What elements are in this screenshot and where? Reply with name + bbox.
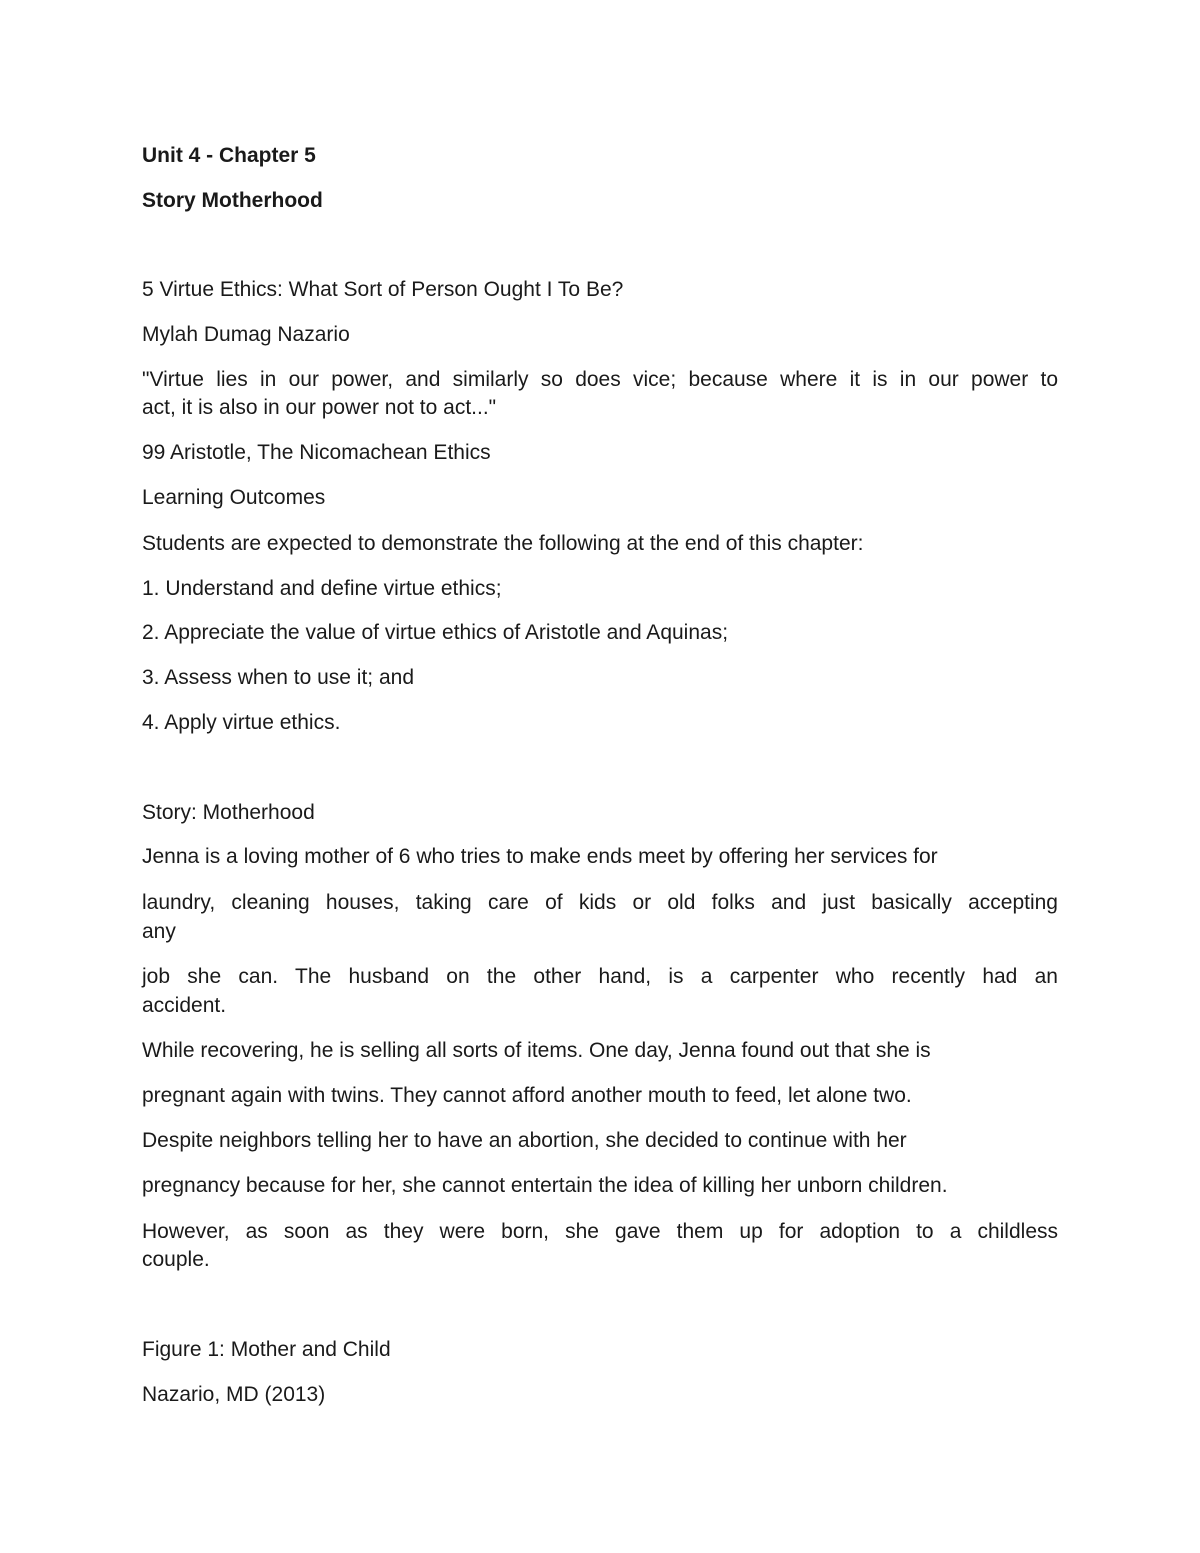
outcome-item: 2. Appreciate the value of virtue ethics of Aristotle and Aquinas; [142, 621, 729, 644]
story-title: Story: Motherhood [142, 801, 315, 824]
author-name: Mylah Dumag Nazario [142, 323, 350, 346]
learning-outcomes-title: Learning Outcomes [142, 486, 326, 509]
story-line: Jenna is a loving mother of 6 who tries to make ends meet by offering her services for [142, 845, 938, 868]
quote-line-2: act, it is also in our power not to act..." [142, 396, 497, 419]
story-line: However, as soon as they were born, she gave them up for adoption to a childless [142, 1220, 1058, 1243]
figure-credit: Nazario, MD (2013) [142, 1383, 326, 1406]
story-line: pregnant again with twins. They cannot afford another mouth to feed, let alone two. [142, 1084, 912, 1107]
story-line: any [142, 920, 176, 943]
unit-heading: Unit 4 - Chapter 5 [142, 144, 316, 167]
chapter-title: 5 Virtue Ethics: What Sort of Person Ought I To Be? [142, 278, 624, 301]
outcome-item: 3. Assess when to use it; and [142, 666, 414, 689]
outcome-item: 4. Apply virtue ethics. [142, 711, 341, 734]
story-line: pregnancy because for her, she cannot entertain the idea of killing her unborn children. [142, 1174, 948, 1197]
story-line: laundry, cleaning houses, taking care of kids or old folks and just basically accepting [142, 891, 1058, 914]
outcome-item: 1. Understand and define virtue ethics; [142, 577, 502, 600]
story-line: Despite neighbors telling her to have an abortion, she decided to continue with her [142, 1129, 907, 1152]
story-line: couple. [142, 1248, 210, 1271]
story-line: accident. [142, 994, 227, 1017]
quote-line-1: "Virtue lies in our power, and similarly so does vice; because where it is in our power to [142, 368, 1058, 391]
learning-outcomes-intro: Students are expected to demonstrate the following at the end of this chapter: [142, 532, 864, 555]
quote-citation: 99 Aristotle, The Nicomachean Ethics [142, 441, 491, 464]
figure-caption: Figure 1: Mother and Child [142, 1338, 391, 1361]
story-line: While recovering, he is selling all sorts of items. One day, Jenna found out that she is [142, 1039, 931, 1062]
story-subheading: Story Motherhood [142, 189, 323, 212]
story-line: job she can. The husband on the other hand, is a carpenter who recently had an [142, 965, 1058, 988]
